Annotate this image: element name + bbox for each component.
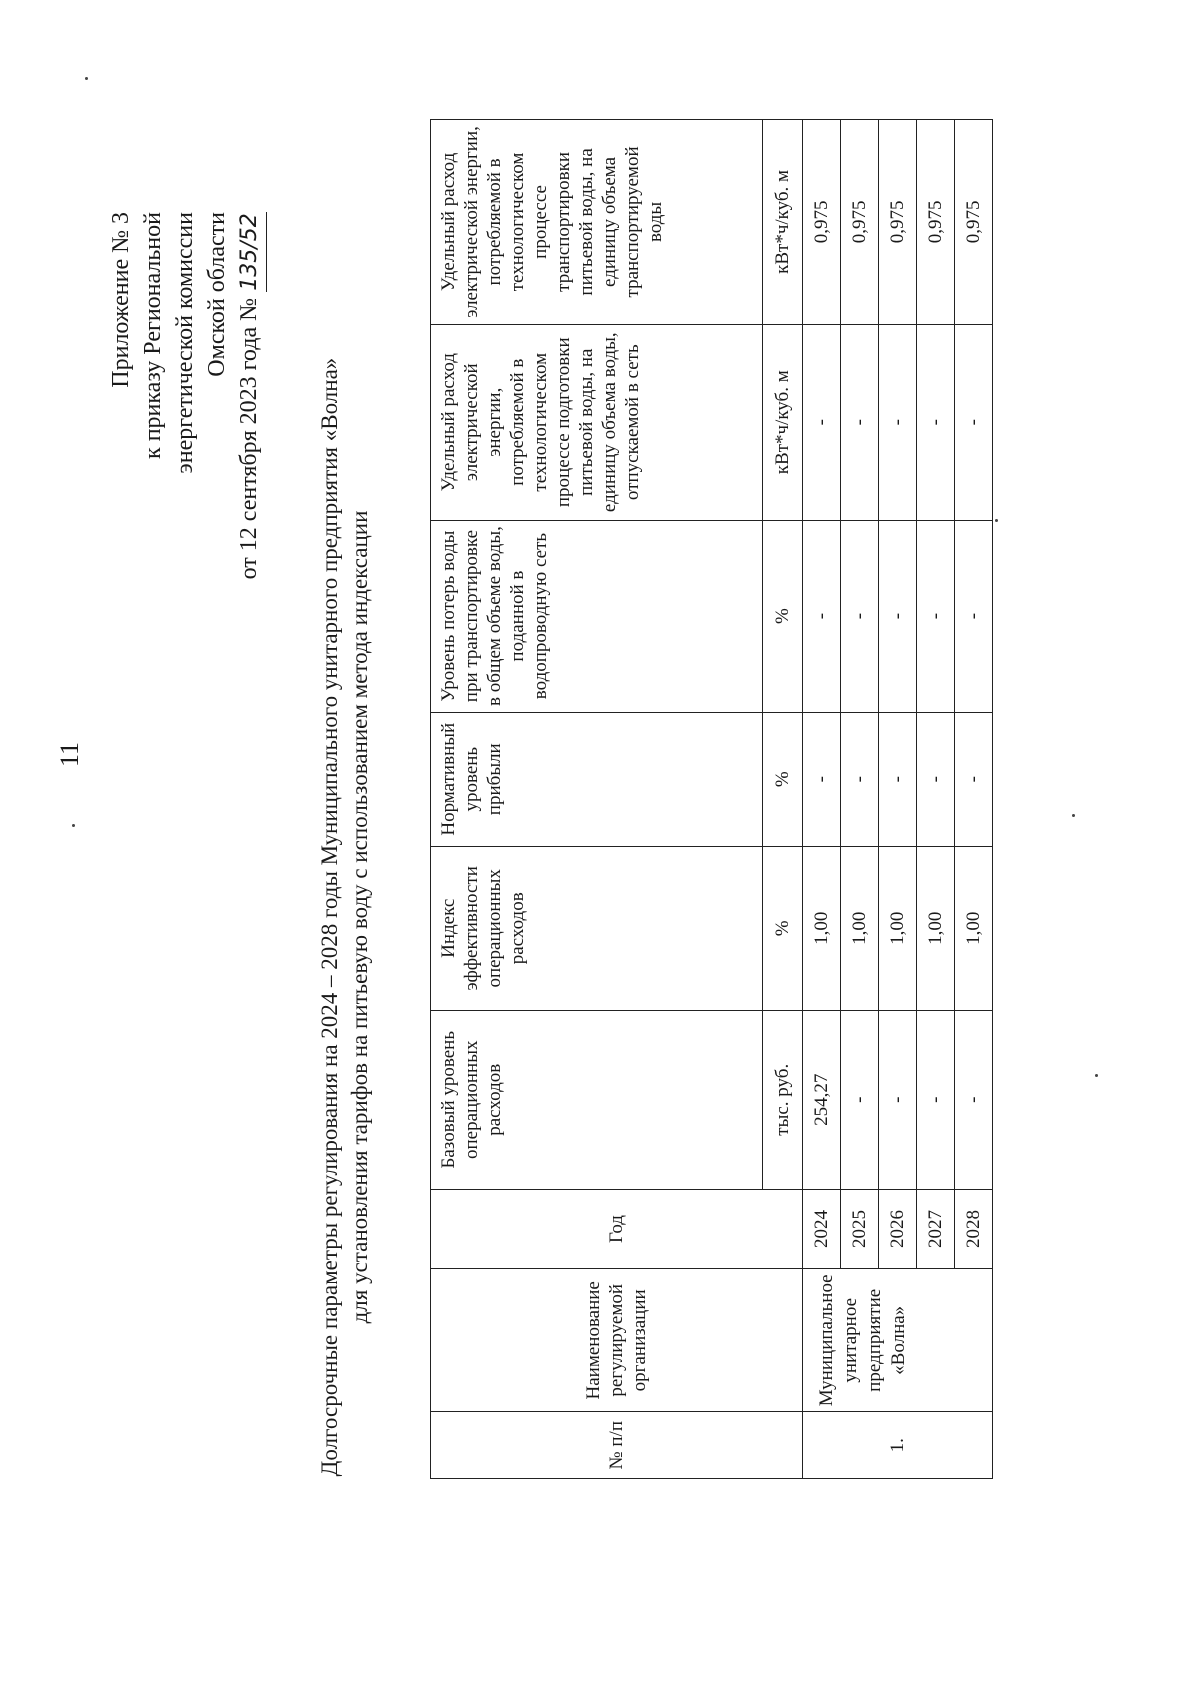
appendix-order-ref: к приказу Региональной	[140, 212, 166, 459]
scan-speck	[995, 519, 998, 522]
title-line-1: Долгосрочные параметры регулирования на 2024 – 2028 годы Муниципального унитарного предприятия «Волна»	[317, 357, 342, 1477]
header-year: Год	[431, 1189, 803, 1268]
cell-profit: -	[879, 712, 917, 846]
cell-index: 1,00	[803, 846, 841, 1010]
cell-base: -	[955, 1010, 993, 1189]
cell-year: 2025	[841, 1189, 879, 1268]
header-energy-prep: Удельный расход электрической энергии, потребляемой в технологическом процессе подготовки питьевой воды, на единицу объема воды, отпускаемой в сеть	[431, 324, 763, 520]
cell-energy-trans: 0,975	[917, 120, 955, 325]
cell-loss: -	[841, 520, 879, 712]
cell-index: 1,00	[955, 846, 993, 1010]
scan-speck	[1072, 814, 1075, 817]
appendix-date: от 12 сентября 2023 года №	[236, 298, 262, 580]
unit-base: тыс. руб.	[763, 1010, 803, 1189]
header-org: Наименование регулируемой организации	[431, 1269, 803, 1412]
order-number-handwritten: 135/52	[234, 212, 267, 292]
cell-index: 1,00	[879, 846, 917, 1010]
cell-base: -	[879, 1010, 917, 1189]
header-base: Базовый уровень операционных расходов	[431, 1010, 763, 1189]
cell-year: 2027	[917, 1189, 955, 1268]
cell-loss: -	[955, 520, 993, 712]
cell-base: -	[841, 1010, 879, 1189]
header-profit: Нормативный уровень прибыли	[431, 712, 763, 846]
unit-energy-prep: кВт*ч/куб. м	[763, 324, 803, 520]
table-header-row	[431, 120, 763, 1479]
cell-loss: -	[803, 520, 841, 712]
cell-profit: -	[917, 712, 955, 846]
unit-index: %	[763, 846, 803, 1010]
cell-energy-trans: 0,975	[841, 120, 879, 325]
cell-energy-trans: 0,975	[879, 120, 917, 325]
unit-profit: %	[763, 712, 803, 846]
header-loss: Уровень потерь воды при транспортировке в общем объеме воды, поданной в водопроводную сеть	[431, 520, 763, 712]
cell-year: 2026	[879, 1189, 917, 1268]
cell-loss: -	[879, 520, 917, 712]
header-index: Индекс эффективности операционных расходов	[431, 846, 763, 1010]
appendix-region: Омской области	[204, 212, 230, 377]
cell-energy-prep: -	[879, 324, 917, 520]
table-row	[803, 120, 841, 1479]
cell-base: 254,27	[803, 1010, 841, 1189]
appendix-title: Приложение № 3	[108, 212, 134, 388]
appendix-date-line	[233, 212, 267, 579]
scan-speck	[72, 824, 75, 827]
cell-profit: -	[841, 712, 879, 846]
title-line-2: для установления тарифов на питьевую воду с использованием метода индексации	[347, 510, 372, 1324]
cell-energy-prep: -	[917, 324, 955, 520]
cell-loss: -	[917, 520, 955, 712]
cell-energy-prep: -	[955, 324, 993, 520]
header-num: № п/п	[431, 1412, 803, 1479]
cell-profit: -	[803, 712, 841, 846]
cell-energy-prep: -	[803, 324, 841, 520]
appendix-commission: энергетической комиссии	[172, 212, 198, 474]
cell-index: 1,00	[841, 846, 879, 1010]
cell-year: 2028	[955, 1189, 993, 1268]
cell-profit: -	[955, 712, 993, 846]
parameters-table	[430, 119, 993, 1479]
cell-energy-prep: -	[841, 324, 879, 520]
cell-energy-trans: 0,975	[803, 120, 841, 325]
header-energy-trans: Удельный расход электрической энергии, потребляемой в технологическом процессе транспортировки питьевой воды, на единицу объема транспортируемой воды	[431, 120, 763, 325]
unit-loss: %	[763, 520, 803, 712]
cell-year: 2024	[803, 1189, 841, 1268]
appendix-block	[105, 212, 267, 579]
page-number: 11	[55, 741, 84, 767]
scan-speck	[1095, 1074, 1098, 1077]
scan-speck	[85, 77, 88, 80]
cell-base: -	[917, 1010, 955, 1189]
document-title	[315, 217, 375, 1617]
unit-energy-trans: кВт*ч/куб. м	[763, 120, 803, 325]
cell-index: 1,00	[917, 846, 955, 1010]
organization-name: Муниципальное унитарное предприятие «Волна»	[803, 1269, 993, 1412]
row-number: 1.	[803, 1412, 993, 1479]
cell-energy-trans: 0,975	[955, 120, 993, 325]
